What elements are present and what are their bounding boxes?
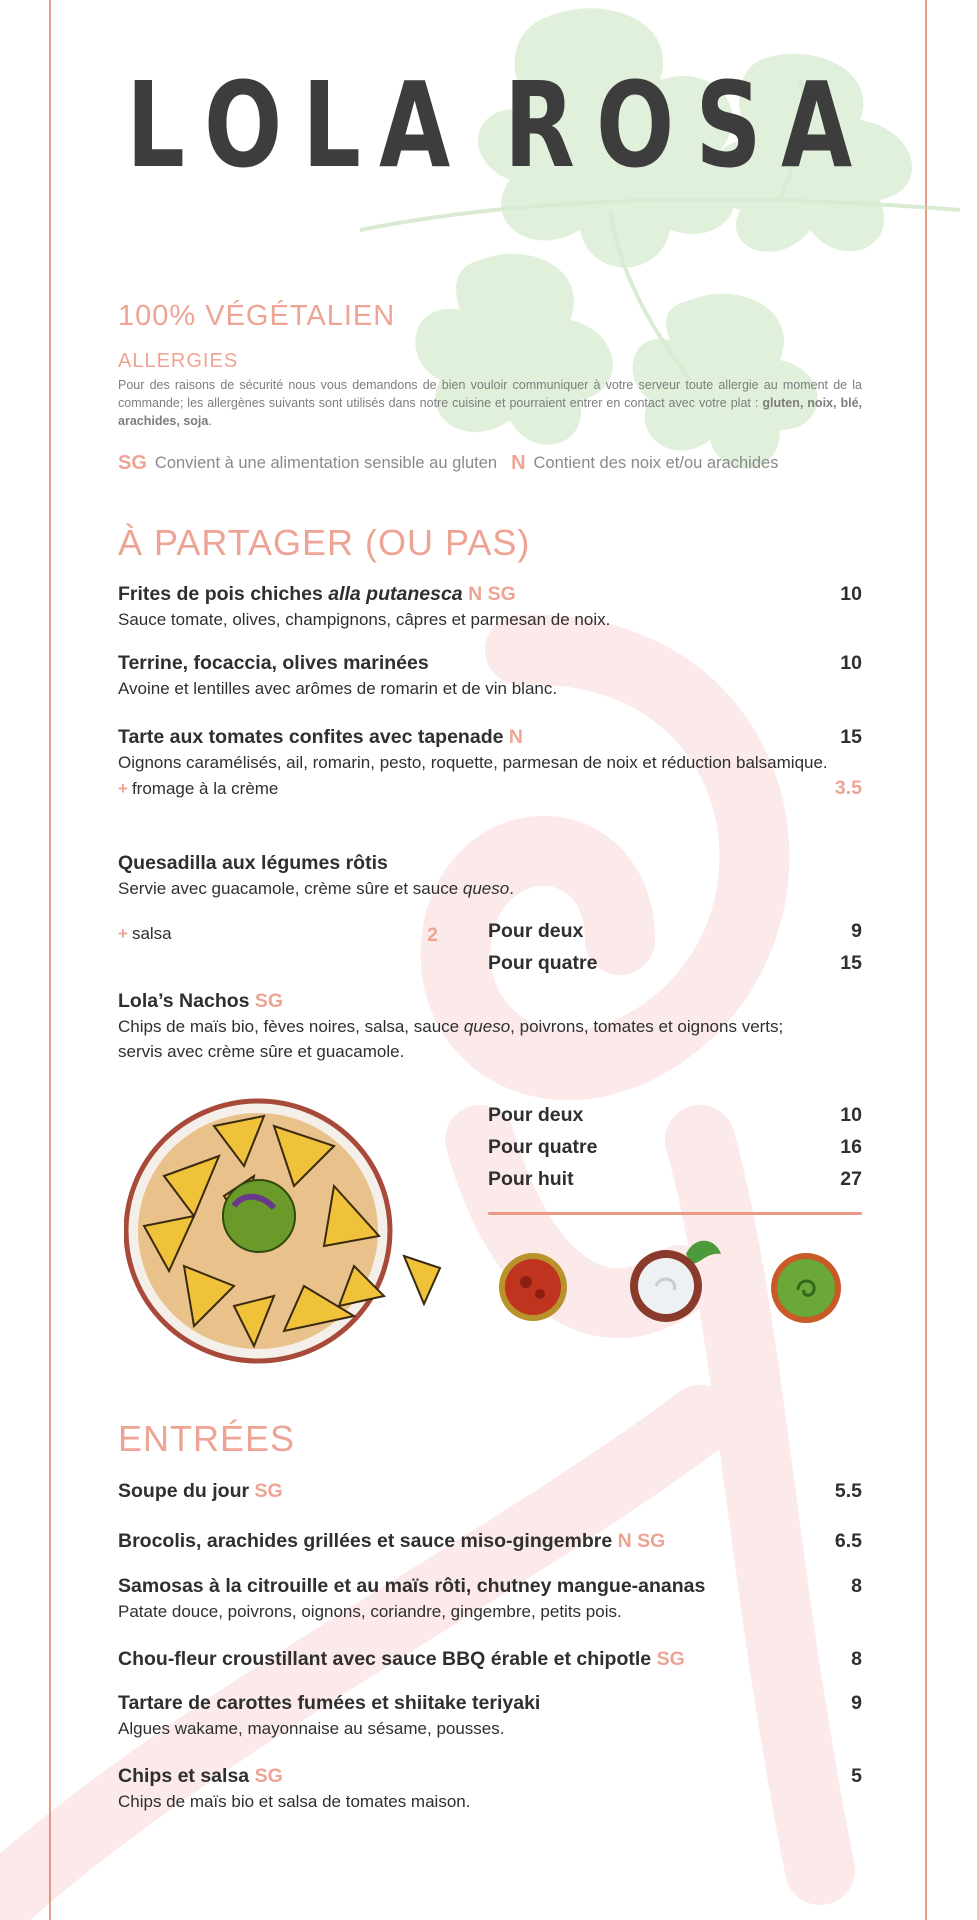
item-price: 8 [851,1575,862,1597]
divider-line [488,1212,862,1215]
logo-letter: R [504,56,576,194]
guacamole-bowl-icon [768,1250,844,1326]
allergy-notice-end: . [208,414,212,428]
item-name: Tarte aux tomates confites avec tapenade N [118,726,523,748]
diet-tags: SG [254,1765,283,1787]
item-name: Brocolis, arachides grillées et sauce miso-gingembre N SG [118,1530,666,1552]
menu-item [118,1530,862,1553]
addon-price: 3.5 [834,777,862,799]
logo-letter: S [695,56,762,194]
menu-item [118,1765,862,1814]
item-name: Terrine, focaccia, olives marinées [118,652,429,674]
section-title-entrees: ENTRÉES [118,1418,296,1459]
menu-item [118,1575,862,1624]
item-addon: + salsa 2 [118,924,438,946]
menu-item [118,652,862,701]
allergen-list: gluten, noix, blé, arachides, soja [118,396,862,428]
vegan-heading: 100% VÉGÉTALIEN [118,300,396,332]
diet-tags: SG [656,1648,685,1670]
item-name: Tartare de carottes fumées et shiitake teriyaki [118,1692,541,1714]
item-price: 15 [840,726,862,748]
item-price: 10 [840,583,862,605]
sour-cream-bowl-icon [626,1234,730,1326]
size-option: Pour deux 10 [488,1104,862,1126]
dietary-legend [118,452,778,475]
logo-letter: O [596,56,675,194]
salsa-bowl-icon [496,1250,570,1324]
item-name: Samosas à la citrouille et au maïs rôti, chutney mangue-ananas [118,1575,706,1597]
item-name: Chips et salsa SG [118,1765,283,1787]
diet-tags: SG [254,990,284,1012]
diet-tags: N SG [468,583,516,605]
item-price: 10 [840,652,862,674]
item-name: Soupe du jour SG [118,1480,283,1502]
item-price: 6.5 [834,1530,862,1552]
logo-space [464,66,491,184]
item-price: 9 [851,1692,862,1714]
item-price: 8 [851,1648,862,1670]
item-description: Patate douce, poivrons, oignons, coriandre, gingembre, petits pois. [118,1602,622,1621]
addon-price: 2 [427,924,438,946]
restaurant-logo [118,56,862,194]
plus-icon: + [118,779,128,798]
logo-letter: A [378,56,451,194]
plus-icon: + [118,924,128,943]
diet-tags: SG [254,1480,283,1502]
allergy-heading: ALLERGIES [118,350,239,372]
item-description: Avoine et lentilles avec arômes de romarin et de vin blanc. [118,679,558,698]
menu-item [118,852,862,901]
item-description: Algues wakame, mayonnaise au sésame, pousses. [118,1719,505,1738]
diet-tags: N SG [617,1530,666,1552]
menu-item [118,583,862,632]
item-description: Servie avec guacamole, crème sûre et sauce queso. [118,879,514,898]
item-description: Chips de maïs bio, fèves noires, salsa, sauce queso, poivrons, tomates et oignons verts; servis avec crème sûre et guacamole. [118,1017,784,1061]
menu-item [118,1692,862,1741]
size-option: Pour quatre 16 [488,1136,862,1158]
nachos-plate-illustration [124,1096,444,1366]
legend-text-n: Contient des noix et/ou arachides [533,454,779,472]
size-option: Pour deux 9 [488,920,862,942]
menu-item [118,990,862,1064]
item-price: 5 [851,1765,862,1787]
legend-tag-sg: SG [118,452,147,474]
logo-letter: A [780,56,852,194]
item-description: Chips de maïs bio et salsa de tomates maison. [118,1792,471,1811]
section-title-sharing: À PARTAGER (OU PAS) [118,522,531,563]
menu-item [118,1648,862,1671]
item-name: Frites de pois chiches alla putanesca N SG [118,583,516,605]
legend-tag-n: N [511,452,526,474]
menu-item [118,1480,862,1503]
item-description: Oignons caramélisés, ail, romarin, pesto, roquette, parmesan de noix et réduction balsamique. [118,753,828,772]
item-name: Lola’s Nachos SG [118,990,284,1012]
item-name: Chou-fleur croustillant avec sauce BBQ érable et chipotle SG [118,1648,685,1670]
size-option: Pour quatre 15 [488,952,862,974]
logo-letter: L [301,56,361,194]
legend-text-sg: Convient à une alimentation sensible au gluten [154,454,498,472]
item-price: 5.5 [834,1480,862,1502]
logo-letter: O [204,56,283,194]
logo-letter: L [126,56,185,194]
size-option: Pour huit 27 [488,1168,862,1190]
item-addon: + fromage à la crème [118,779,279,798]
diet-tags: N [508,726,523,748]
menu-item [118,726,862,800]
item-name: Quesadilla aux légumes rôtis [118,852,388,874]
allergy-notice-text: Pour des raisons de sécurité nous vous demandons de bien vouloir communiquer à votre serveur toute allergie au moment de la commande; les allergènes suivants sont utilisés dans notre cuisine et pourraient entrer en contact avec votre plat : [118,378,862,410]
item-description: Sauce tomate, olives, champignons, câpres et parmesan de noix. [118,610,611,629]
allergy-notice [118,376,862,430]
